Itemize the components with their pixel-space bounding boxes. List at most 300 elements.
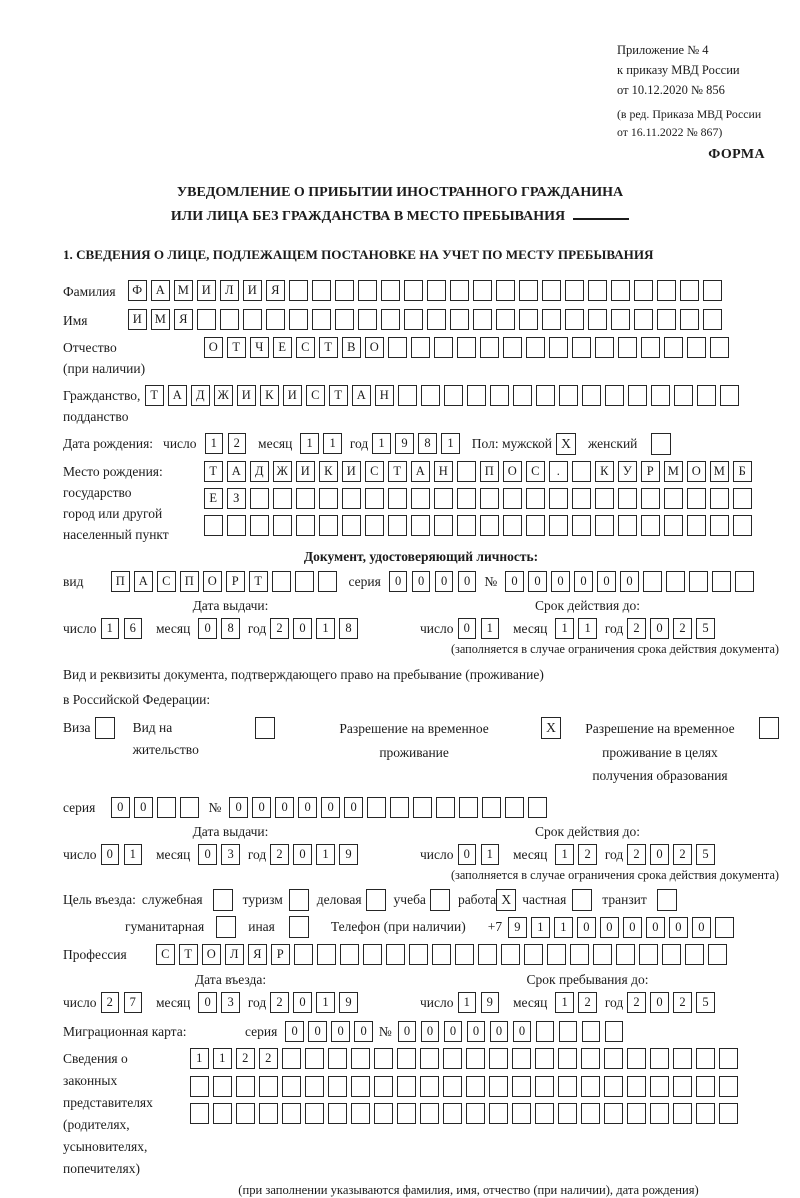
profession-cells-1[interactable]: Т [179,944,198,965]
residence-number-cells-4[interactable]: 0 [321,797,340,818]
stay-month-0[interactable]: 1 [555,992,574,1013]
representatives-row3-cells-6[interactable] [328,1103,347,1124]
patronymic-cells-20[interactable] [664,337,683,358]
patronymic-cells-19[interactable] [641,337,660,358]
citizenship-cells-15[interactable] [490,385,509,406]
doc-series-cells-0[interactable]: 0 [389,571,408,592]
doc-type-cells-4[interactable]: О [203,571,222,592]
migration-series-cells-2[interactable]: 0 [331,1021,350,1042]
representatives-row1-cells-1[interactable]: 1 [213,1048,232,1069]
doc-number-cells-0[interactable]: 0 [505,571,524,592]
profession-cells-18[interactable] [570,944,589,965]
birthplace-row2-cells-19[interactable] [641,488,660,509]
patronymic-cells-5[interactable]: Т [319,337,338,358]
citizenship-cells-22[interactable] [651,385,670,406]
profession-cells-16[interactable] [524,944,543,965]
representatives-row2-cells-3[interactable] [259,1076,278,1097]
migration-number-cells-0[interactable]: 0 [398,1021,417,1042]
birthplace-row3-cells-20[interactable] [664,515,683,536]
birthplace-row1-cells-21[interactable]: О [687,461,706,482]
identity-issue-day-1[interactable]: 6 [124,618,143,639]
entry-month-1[interactable]: 3 [221,992,240,1013]
representatives-row1-cells-8[interactable] [374,1048,393,1069]
citizenship-cells-23[interactable] [674,385,693,406]
doc-number-cells-10[interactable] [735,571,754,592]
firstname-cells-14[interactable] [450,309,469,330]
doc-type-cells-7[interactable] [272,571,291,592]
firstname-cells-23[interactable] [657,309,676,330]
birthplace-row3-cells-4[interactable] [296,515,315,536]
birth-year-cells-1[interactable]: 9 [395,433,414,454]
profession-cells-9[interactable] [363,944,382,965]
citizenship-cells-1[interactable]: А [168,385,187,406]
representatives-row2-cells-20[interactable] [650,1076,669,1097]
residence-issue-year-3[interactable]: 9 [339,844,358,865]
residence-series-cells-2[interactable] [157,797,176,818]
representatives-row3-cells-3[interactable] [259,1103,278,1124]
migration-number-cells-2[interactable]: 0 [444,1021,463,1042]
patronymic-cells-18[interactable] [618,337,637,358]
profession-cells-22[interactable] [662,944,681,965]
purpose-work-checkbox[interactable]: X [496,889,516,911]
birthplace-row3-cells-2[interactable] [250,515,269,536]
doc-type-cells-6[interactable]: Т [249,571,268,592]
purpose-private-checkbox[interactable] [572,889,592,911]
profession-cells-14[interactable] [478,944,497,965]
birthplace-row2-cells-22[interactable] [710,488,729,509]
surname-cells-3[interactable]: И [197,280,216,301]
phone-cells-9[interactable] [715,917,734,938]
patronymic-cells-14[interactable] [526,337,545,358]
representatives-row3-cells-9[interactable] [397,1103,416,1124]
surname-cells-6[interactable]: Я [266,280,285,301]
identity-issue-year-0[interactable]: 2 [270,618,289,639]
migration-number-cells-8[interactable] [582,1021,601,1042]
identity-issue-month-0[interactable]: 0 [198,618,217,639]
entry-year-2[interactable]: 1 [316,992,335,1013]
doc-series-cells-3[interactable]: 0 [458,571,477,592]
birthplace-row2-cells-4[interactable] [296,488,315,509]
representatives-row3-cells-11[interactable] [443,1103,462,1124]
citizenship-cells-2[interactable]: Д [191,385,210,406]
citizenship-cells-17[interactable] [536,385,555,406]
representatives-row2-cells-12[interactable] [466,1076,485,1097]
patronymic-cells-10[interactable] [434,337,453,358]
representatives-row1-cells-20[interactable] [650,1048,669,1069]
surname-cells-1[interactable]: А [151,280,170,301]
birthplace-row2-cells-5[interactable] [319,488,338,509]
temp-residence-checkbox[interactable]: X [541,717,561,739]
migration-series-cells-3[interactable]: 0 [354,1021,373,1042]
representatives-row3-cells-4[interactable] [282,1103,301,1124]
birthplace-row2-cells-2[interactable] [250,488,269,509]
representatives-row1-cells-22[interactable] [696,1048,715,1069]
doc-type-cells-3[interactable]: П [180,571,199,592]
residence-issue-year-0[interactable]: 2 [270,844,289,865]
migration-series-cells-0[interactable]: 0 [285,1021,304,1042]
birthplace-row3-cells-17[interactable] [595,515,614,536]
entry-year-3[interactable]: 9 [339,992,358,1013]
representatives-row3-cells-14[interactable] [512,1103,531,1124]
profession-cells-6[interactable] [294,944,313,965]
purpose-other-checkbox[interactable] [289,916,309,938]
birthplace-row2-cells-10[interactable] [434,488,453,509]
surname-cells-8[interactable] [312,280,331,301]
phone-cells-4[interactable]: 0 [600,917,619,938]
representatives-row2-cells-17[interactable] [581,1076,600,1097]
profession-cells-4[interactable]: Я [248,944,267,965]
birthplace-row3-cells-6[interactable] [342,515,361,536]
birthplace-row1-cells-13[interactable]: О [503,461,522,482]
phone-cells-5[interactable]: 0 [623,917,642,938]
birthplace-row2-cells-15[interactable] [549,488,568,509]
profession-cells-2[interactable]: О [202,944,221,965]
citizenship-cells-5[interactable]: К [260,385,279,406]
representatives-row3-cells-17[interactable] [581,1103,600,1124]
firstname-cells-15[interactable] [473,309,492,330]
doc-number-cells-6[interactable] [643,571,662,592]
birthplace-row1-cells-5[interactable]: К [319,461,338,482]
firstname-cells-9[interactable] [335,309,354,330]
representatives-row2-cells-2[interactable] [236,1076,255,1097]
birthplace-row2-cells-23[interactable] [733,488,752,509]
birthplace-row1-cells-20[interactable]: М [664,461,683,482]
purpose-humanitarian-checkbox[interactable] [216,916,236,938]
stay-day-1[interactable]: 9 [481,992,500,1013]
firstname-cells-19[interactable] [565,309,584,330]
profession-cells-12[interactable] [432,944,451,965]
citizenship-cells-10[interactable]: Н [375,385,394,406]
birthplace-row2-cells-17[interactable] [595,488,614,509]
birthplace-row1-cells-19[interactable]: Р [641,461,660,482]
firstname-cells-11[interactable] [381,309,400,330]
surname-cells-10[interactable] [358,280,377,301]
birthplace-row3-cells-14[interactable] [526,515,545,536]
patronymic-cells-22[interactable] [710,337,729,358]
representatives-row3-cells-12[interactable] [466,1103,485,1124]
profession-cells-5[interactable]: Р [271,944,290,965]
entry-year-1[interactable]: 0 [293,992,312,1013]
residence-series-cells-1[interactable]: 0 [134,797,153,818]
stay-year-2[interactable]: 2 [673,992,692,1013]
representatives-row1-cells-21[interactable] [673,1048,692,1069]
birthplace-row1-cells-14[interactable]: С [526,461,545,482]
patronymic-cells-9[interactable] [411,337,430,358]
surname-cells-16[interactable] [496,280,515,301]
citizenship-cells-24[interactable] [697,385,716,406]
representatives-row1-cells-19[interactable] [627,1048,646,1069]
patronymic-cells-4[interactable]: С [296,337,315,358]
surname-cells-13[interactable] [427,280,446,301]
doc-number-cells-1[interactable]: 0 [528,571,547,592]
residence-valid-year-0[interactable]: 2 [627,844,646,865]
migration-number-cells-6[interactable] [536,1021,555,1042]
birth-month-cells-1[interactable]: 1 [323,433,342,454]
entry-year-0[interactable]: 2 [270,992,289,1013]
doc-type-cells-5[interactable]: Р [226,571,245,592]
patronymic-cells-3[interactable]: Е [273,337,292,358]
firstname-cells-3[interactable] [197,309,216,330]
profession-cells-11[interactable] [409,944,428,965]
birthplace-row3-cells-21[interactable] [687,515,706,536]
surname-cells-15[interactable] [473,280,492,301]
citizenship-cells-3[interactable]: Ж [214,385,233,406]
representatives-row2-cells-15[interactable] [535,1076,554,1097]
residence-issue-month-1[interactable]: 3 [221,844,240,865]
birthplace-row2-cells-13[interactable] [503,488,522,509]
birthplace-row1-cells-16[interactable] [572,461,591,482]
firstname-cells-6[interactable] [266,309,285,330]
birthplace-row3-cells-15[interactable] [549,515,568,536]
representatives-row1-cells-15[interactable] [535,1048,554,1069]
firstname-cells-24[interactable] [680,309,699,330]
firstname-cells-0[interactable]: И [128,309,147,330]
identity-issue-year-1[interactable]: 0 [293,618,312,639]
phone-cells-0[interactable]: 9 [508,917,527,938]
representatives-row3-cells-8[interactable] [374,1103,393,1124]
birth-month-cells-0[interactable]: 1 [300,433,319,454]
representatives-row1-cells-10[interactable] [420,1048,439,1069]
citizenship-cells-21[interactable] [628,385,647,406]
representatives-row2-cells-23[interactable] [719,1076,738,1097]
representatives-row3-cells-0[interactable] [190,1103,209,1124]
birthplace-row1-cells-22[interactable]: М [710,461,729,482]
citizenship-cells-12[interactable] [421,385,440,406]
firstname-cells-7[interactable] [289,309,308,330]
firstname-cells-2[interactable]: Я [174,309,193,330]
representatives-row3-cells-1[interactable] [213,1103,232,1124]
residence-valid-month-0[interactable]: 1 [555,844,574,865]
doc-series-cells-1[interactable]: 0 [412,571,431,592]
representatives-row1-cells-7[interactable] [351,1048,370,1069]
representatives-row2-cells-7[interactable] [351,1076,370,1097]
residence-valid-year-2[interactable]: 2 [673,844,692,865]
birthplace-row3-cells-9[interactable] [411,515,430,536]
birthplace-row1-cells-17[interactable]: К [595,461,614,482]
birthplace-row1-cells-6[interactable]: И [342,461,361,482]
profession-cells-20[interactable] [616,944,635,965]
patronymic-cells-11[interactable] [457,337,476,358]
representatives-row3-cells-22[interactable] [696,1103,715,1124]
representatives-row2-cells-10[interactable] [420,1076,439,1097]
doc-number-cells-3[interactable]: 0 [574,571,593,592]
entry-month-0[interactable]: 0 [198,992,217,1013]
doc-type-cells-8[interactable] [295,571,314,592]
representatives-row2-cells-9[interactable] [397,1076,416,1097]
phone-cells-1[interactable]: 1 [531,917,550,938]
migration-number-cells-7[interactable] [559,1021,578,1042]
phone-cells-6[interactable]: 0 [646,917,665,938]
birthplace-row1-cells-11[interactable] [457,461,476,482]
representatives-row3-cells-18[interactable] [604,1103,623,1124]
identity-valid-year-2[interactable]: 2 [673,618,692,639]
birthplace-row2-cells-0[interactable]: Е [204,488,223,509]
residence-issue-year-2[interactable]: 1 [316,844,335,865]
birthplace-row3-cells-23[interactable] [733,515,752,536]
birthplace-row1-cells-8[interactable]: Т [388,461,407,482]
representatives-row2-cells-11[interactable] [443,1076,462,1097]
birthplace-row3-cells-0[interactable] [204,515,223,536]
citizenship-cells-0[interactable]: Т [145,385,164,406]
representatives-row2-cells-22[interactable] [696,1076,715,1097]
birthplace-row2-cells-18[interactable] [618,488,637,509]
representatives-row3-cells-19[interactable] [627,1103,646,1124]
patronymic-cells-15[interactable] [549,337,568,358]
patronymic-cells-13[interactable] [503,337,522,358]
surname-cells-20[interactable] [588,280,607,301]
birthplace-row2-cells-20[interactable] [664,488,683,509]
profession-cells-8[interactable] [340,944,359,965]
citizenship-cells-19[interactable] [582,385,601,406]
representatives-row2-cells-14[interactable] [512,1076,531,1097]
sex-male-checkbox[interactable]: X [556,433,576,455]
phone-cells-3[interactable]: 0 [577,917,596,938]
firstname-cells-13[interactable] [427,309,446,330]
migration-number-cells-9[interactable] [605,1021,624,1042]
identity-issue-year-3[interactable]: 8 [339,618,358,639]
representatives-row3-cells-21[interactable] [673,1103,692,1124]
residence-issue-month-0[interactable]: 0 [198,844,217,865]
patronymic-cells-7[interactable]: О [365,337,384,358]
birthplace-row3-cells-22[interactable] [710,515,729,536]
representatives-row1-cells-11[interactable] [443,1048,462,1069]
phone-cells-8[interactable]: 0 [692,917,711,938]
residence-number-cells-5[interactable]: 0 [344,797,363,818]
surname-cells-12[interactable] [404,280,423,301]
representatives-row1-cells-5[interactable] [305,1048,324,1069]
representatives-row3-cells-13[interactable] [489,1103,508,1124]
doc-type-cells-2[interactable]: С [157,571,176,592]
residence-number-cells-9[interactable] [436,797,455,818]
residence-number-cells-8[interactable] [413,797,432,818]
residence-series-cells-0[interactable]: 0 [111,797,130,818]
residence-number-cells-2[interactable]: 0 [275,797,294,818]
stay-year-3[interactable]: 5 [696,992,715,1013]
citizenship-cells-4[interactable]: И [237,385,256,406]
surname-cells-18[interactable] [542,280,561,301]
birthplace-row3-cells-3[interactable] [273,515,292,536]
representatives-row1-cells-6[interactable] [328,1048,347,1069]
surname-cells-21[interactable] [611,280,630,301]
purpose-commercial-checkbox[interactable] [366,889,386,911]
phone-cells-2[interactable]: 1 [554,917,573,938]
birthplace-row1-cells-9[interactable]: А [411,461,430,482]
birthplace-row3-cells-10[interactable] [434,515,453,536]
citizenship-cells-8[interactable]: Т [329,385,348,406]
representatives-row2-cells-19[interactable] [627,1076,646,1097]
representatives-row3-cells-7[interactable] [351,1103,370,1124]
birthplace-row2-cells-1[interactable]: З [227,488,246,509]
stay-month-1[interactable]: 2 [578,992,597,1013]
surname-cells-5[interactable]: И [243,280,262,301]
birthplace-row2-cells-11[interactable] [457,488,476,509]
visa-checkbox[interactable] [95,717,115,739]
identity-issue-year-2[interactable]: 1 [316,618,335,639]
birthplace-row3-cells-8[interactable] [388,515,407,536]
representatives-row2-cells-13[interactable] [489,1076,508,1097]
birthplace-row2-cells-9[interactable] [411,488,430,509]
doc-type-cells-9[interactable] [318,571,337,592]
identity-issue-month-1[interactable]: 8 [221,618,240,639]
doc-series-cells-2[interactable]: 0 [435,571,454,592]
migration-number-cells-5[interactable]: 0 [513,1021,532,1042]
migration-number-cells-3[interactable]: 0 [467,1021,486,1042]
firstname-cells-17[interactable] [519,309,538,330]
firstname-cells-8[interactable] [312,309,331,330]
residence-valid-year-3[interactable]: 5 [696,844,715,865]
residence-number-cells-6[interactable] [367,797,386,818]
residence-number-cells-7[interactable] [390,797,409,818]
representatives-row1-cells-9[interactable] [397,1048,416,1069]
residence-number-cells-3[interactable]: 0 [298,797,317,818]
migration-number-cells-1[interactable]: 0 [421,1021,440,1042]
profession-cells-0[interactable]: С [156,944,175,965]
identity-valid-day-0[interactable]: 0 [458,618,477,639]
citizenship-cells-18[interactable] [559,385,578,406]
citizenship-cells-13[interactable] [444,385,463,406]
residence-permit-checkbox[interactable] [255,717,275,739]
stay-day-0[interactable]: 1 [458,992,477,1013]
profession-cells-15[interactable] [501,944,520,965]
representatives-row1-cells-0[interactable]: 1 [190,1048,209,1069]
birth-day-cells-1[interactable]: 2 [228,433,247,454]
representatives-row3-cells-10[interactable] [420,1103,439,1124]
representatives-row1-cells-16[interactable] [558,1048,577,1069]
representatives-row2-cells-1[interactable] [213,1076,232,1097]
patronymic-cells-8[interactable] [388,337,407,358]
citizenship-cells-7[interactable]: С [306,385,325,406]
profession-cells-21[interactable] [639,944,658,965]
profession-cells-17[interactable] [547,944,566,965]
birthplace-row1-cells-7[interactable]: С [365,461,384,482]
birthplace-row3-cells-13[interactable] [503,515,522,536]
birth-day-cells-0[interactable]: 1 [205,433,224,454]
purpose-study-checkbox[interactable] [430,889,450,911]
birthplace-row1-cells-18[interactable]: У [618,461,637,482]
residence-valid-year-1[interactable]: 0 [650,844,669,865]
representatives-row2-cells-4[interactable] [282,1076,301,1097]
doc-number-cells-7[interactable] [666,571,685,592]
firstname-cells-22[interactable] [634,309,653,330]
profession-cells-3[interactable]: Л [225,944,244,965]
identity-valid-day-1[interactable]: 1 [481,618,500,639]
birthplace-row2-cells-3[interactable] [273,488,292,509]
surname-cells-22[interactable] [634,280,653,301]
doc-number-cells-2[interactable]: 0 [551,571,570,592]
birthplace-row2-cells-21[interactable] [687,488,706,509]
entry-day-1[interactable]: 7 [124,992,143,1013]
purpose-business-checkbox[interactable] [213,889,233,911]
birthplace-row2-cells-8[interactable] [388,488,407,509]
citizenship-cells-25[interactable] [720,385,739,406]
residence-issue-year-1[interactable]: 0 [293,844,312,865]
birthplace-row3-cells-16[interactable] [572,515,591,536]
birthplace-row3-cells-19[interactable] [641,515,660,536]
residence-valid-day-0[interactable]: 0 [458,844,477,865]
representatives-row2-cells-18[interactable] [604,1076,623,1097]
birth-year-cells-2[interactable]: 8 [418,433,437,454]
birthplace-row3-cells-18[interactable] [618,515,637,536]
firstname-cells-21[interactable] [611,309,630,330]
patronymic-cells-21[interactable] [687,337,706,358]
profession-cells-10[interactable] [386,944,405,965]
representatives-row3-cells-15[interactable] [535,1103,554,1124]
birthplace-row1-cells-12[interactable]: П [480,461,499,482]
representatives-row2-cells-16[interactable] [558,1076,577,1097]
firstname-cells-5[interactable] [243,309,262,330]
residence-issue-day-0[interactable]: 0 [101,844,120,865]
representatives-row1-cells-13[interactable] [489,1048,508,1069]
